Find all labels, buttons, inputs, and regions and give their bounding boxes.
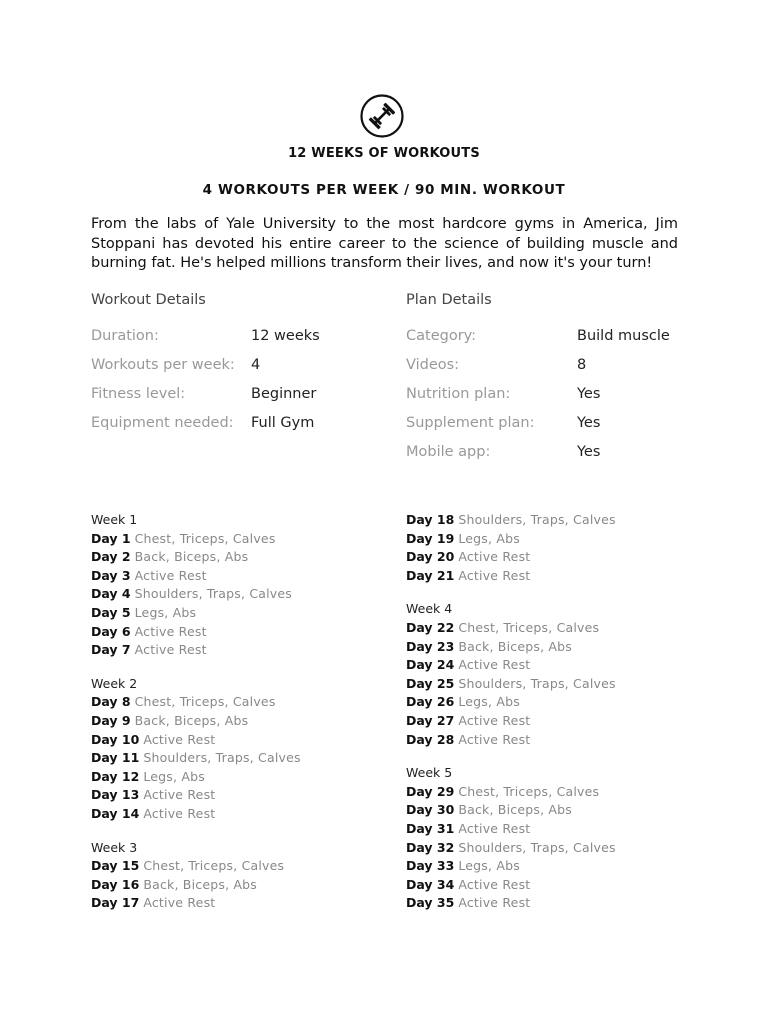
week-gap: [91, 824, 301, 839]
day-label: Day 11: [91, 750, 140, 766]
workout-details-table: [91, 328, 391, 444]
day-workout: Legs, Abs: [458, 694, 520, 710]
day-label: Day 12: [91, 768, 140, 784]
schedule-day-row: [406, 876, 616, 895]
schedule-day-row: [91, 712, 301, 731]
day-label: Day 29: [406, 783, 455, 799]
day-workout: Active Rest: [458, 549, 531, 565]
day-workout: Active Rest: [143, 895, 216, 911]
day-workout: Active Rest: [143, 787, 216, 803]
week-label: Week 2: [91, 675, 138, 691]
page-subtitle: 4 WORKOUTS PER WEEK / 90 MIN. WORKOUT: [202, 182, 566, 198]
schedule-day-row: [91, 567, 301, 586]
day-workout: Active Rest: [458, 731, 531, 747]
day-label: Day 18: [406, 512, 455, 527]
day-label: Day 32: [406, 839, 455, 855]
detail-key: Duration:: [91, 328, 159, 344]
schedule-day-row: [406, 567, 616, 586]
day-label: Day 6: [91, 623, 131, 639]
detail-row: [91, 386, 391, 415]
dumbbell-icon: [360, 94, 404, 138]
schedule-day-row: [406, 693, 616, 712]
schedule-day-row: [406, 656, 616, 675]
day-workout: Active Rest: [458, 712, 531, 728]
day-workout: Shoulders, Traps, Calves: [458, 675, 616, 691]
day-label: Day 24: [406, 657, 455, 673]
day-workout: Chest, Triceps, Calves: [458, 783, 600, 799]
day-label: Day 10: [91, 731, 140, 747]
day-label: Day 20: [406, 549, 455, 565]
detail-value: Yes: [577, 415, 601, 431]
schedule-day-row: [91, 857, 301, 876]
week-label: Week 1: [91, 512, 138, 527]
schedule-day-row: [91, 604, 301, 623]
workout-details-heading: Workout Details: [91, 292, 206, 308]
schedule-day-row: [406, 839, 616, 858]
schedule-day-row: [91, 623, 301, 642]
day-label: Day 26: [406, 694, 455, 710]
week-gap: [406, 749, 616, 764]
schedule-day-row: [91, 894, 301, 913]
day-workout: Chest, Triceps, Calves: [134, 530, 276, 546]
day-workout: Active Rest: [143, 805, 216, 821]
day-label: Day 3: [91, 567, 131, 583]
day-workout: Back, Biceps, Abs: [134, 712, 249, 728]
day-label: Day 22: [406, 619, 455, 635]
schedule-day-row: [406, 619, 616, 638]
detail-key: Videos:: [406, 357, 460, 373]
day-workout: Active Rest: [134, 642, 207, 658]
week-gap: [406, 585, 616, 600]
schedule-day-row: [91, 805, 301, 824]
detail-value: Yes: [577, 444, 601, 460]
schedule-day-row: [91, 693, 301, 712]
detail-value: 4: [251, 357, 261, 373]
schedule-day-row: [91, 768, 301, 787]
detail-key: Fitness level:: [91, 386, 186, 402]
schedule-day-row: [406, 530, 616, 549]
day-workout: Active Rest: [458, 895, 531, 911]
detail-row: [91, 415, 391, 444]
day-label: Day 23: [406, 638, 455, 654]
day-workout: Active Rest: [143, 731, 216, 747]
schedule-day-row: [406, 548, 616, 567]
day-workout: Shoulders, Traps, Calves: [143, 750, 301, 766]
detail-row: [406, 415, 706, 444]
schedule-day-row: [91, 876, 301, 895]
plan-details-heading: Plan Details: [406, 292, 492, 308]
schedule-day-row: [406, 675, 616, 694]
day-label: Day 2: [91, 549, 131, 565]
day-workout: Back, Biceps, Abs: [458, 802, 573, 818]
day-workout: Back, Biceps, Abs: [134, 549, 249, 565]
detail-value: Full Gym: [251, 415, 315, 431]
day-label: Day 5: [91, 604, 131, 620]
day-label: Day 31: [406, 820, 455, 836]
plan-details-table: [406, 328, 706, 473]
detail-row: [91, 328, 391, 357]
week-label: Week 4: [406, 601, 453, 617]
day-label: Day 14: [91, 805, 140, 821]
week-label: Week 3: [91, 839, 138, 855]
day-workout: Back, Biceps, Abs: [143, 876, 258, 892]
detail-row: [406, 357, 706, 386]
detail-key: Nutrition plan:: [406, 386, 511, 402]
day-label: Day 25: [406, 675, 455, 691]
day-workout: Legs, Abs: [458, 858, 520, 874]
day-workout: Chest, Triceps, Calves: [143, 858, 285, 874]
detail-value: 8: [577, 357, 587, 373]
schedule-day-row: [406, 712, 616, 731]
schedule-day-row: [91, 641, 301, 660]
detail-value: Beginner: [251, 386, 317, 402]
schedule-day-row: [406, 894, 616, 913]
detail-key: Supplement plan:: [406, 415, 535, 431]
day-label: Day 30: [406, 802, 455, 818]
detail-value: Yes: [577, 386, 601, 402]
schedule-day-row: [406, 731, 616, 750]
day-workout: Active Rest: [458, 820, 531, 836]
day-label: Day 1: [91, 530, 131, 546]
schedule-day-row: [91, 786, 301, 805]
day-label: Day 34: [406, 876, 455, 892]
day-workout: Shoulders, Traps, Calves: [134, 586, 292, 602]
day-label: Day 28: [406, 731, 455, 747]
day-workout: Legs, Abs: [134, 604, 197, 620]
detail-row: [91, 357, 391, 386]
day-label: Day 7: [91, 642, 131, 658]
detail-value: 12 weeks: [251, 328, 320, 344]
schedule-day-row: [91, 749, 301, 768]
schedule-day-row: [91, 548, 301, 567]
detail-key: Equipment needed:: [91, 415, 234, 431]
day-workout: Active Rest: [458, 657, 531, 673]
detail-row: [406, 328, 706, 357]
week-gap: [91, 660, 301, 675]
day-label: Day 15: [91, 858, 140, 874]
detail-key: Workouts per week:: [91, 357, 235, 373]
day-label: Day 35: [406, 895, 455, 911]
detail-row: [406, 386, 706, 415]
week-label: Week 5: [406, 765, 453, 781]
schedule-day-row: [406, 638, 616, 657]
day-workout: Legs, Abs: [458, 530, 520, 546]
detail-key: Mobile app:: [406, 444, 491, 460]
day-workout: Active Rest: [134, 567, 207, 583]
detail-row: [406, 444, 706, 473]
day-label: Day 4: [91, 586, 131, 602]
day-workout: Chest, Triceps, Calves: [134, 694, 276, 710]
schedule-day-row: [406, 783, 616, 802]
day-workout: Shoulders, Traps, Calves: [458, 839, 616, 855]
detail-value: Build muscle: [577, 328, 670, 344]
day-workout: Active Rest: [458, 876, 531, 892]
day-workout: Chest, Triceps, Calves: [458, 619, 600, 635]
schedule-day-row: [406, 857, 616, 876]
schedule-day-row: [406, 801, 616, 820]
schedule-day-row: [91, 585, 301, 604]
day-label: Day 21: [406, 567, 455, 583]
day-label: Day 9: [91, 712, 131, 728]
schedule-left-column: [91, 511, 301, 913]
day-label: Day 8: [91, 694, 131, 710]
day-workout: Legs, Abs: [143, 768, 205, 784]
schedule-day-row: [91, 530, 301, 549]
page-title: 12 WEEKS OF WORKOUTS: [288, 146, 480, 161]
schedule-day-row: [91, 731, 301, 750]
schedule-day-row: [406, 820, 616, 839]
day-workout: Active Rest: [134, 623, 207, 639]
schedule-day-row: [406, 511, 616, 530]
day-label: Day 27: [406, 712, 455, 728]
intro-paragraph: From the labs of Yale University to the most hardcore gyms in America, Jim Stoppani has devoted his entire career to the science of building muscle and burning fat. He's helped millions transform their lives, and now it's your turn!: [91, 216, 678, 271]
day-label: Day 16: [91, 876, 140, 892]
schedule-right-column: [406, 511, 616, 913]
day-workout: Active Rest: [458, 567, 531, 583]
day-label: Day 13: [91, 787, 140, 803]
day-workout: Shoulders, Traps, Calves: [458, 512, 616, 527]
day-label: Day 33: [406, 858, 455, 874]
day-label: Day 17: [91, 895, 140, 911]
detail-key: Category:: [406, 328, 477, 344]
day-label: Day 19: [406, 530, 455, 546]
day-workout: Back, Biceps, Abs: [458, 638, 573, 654]
